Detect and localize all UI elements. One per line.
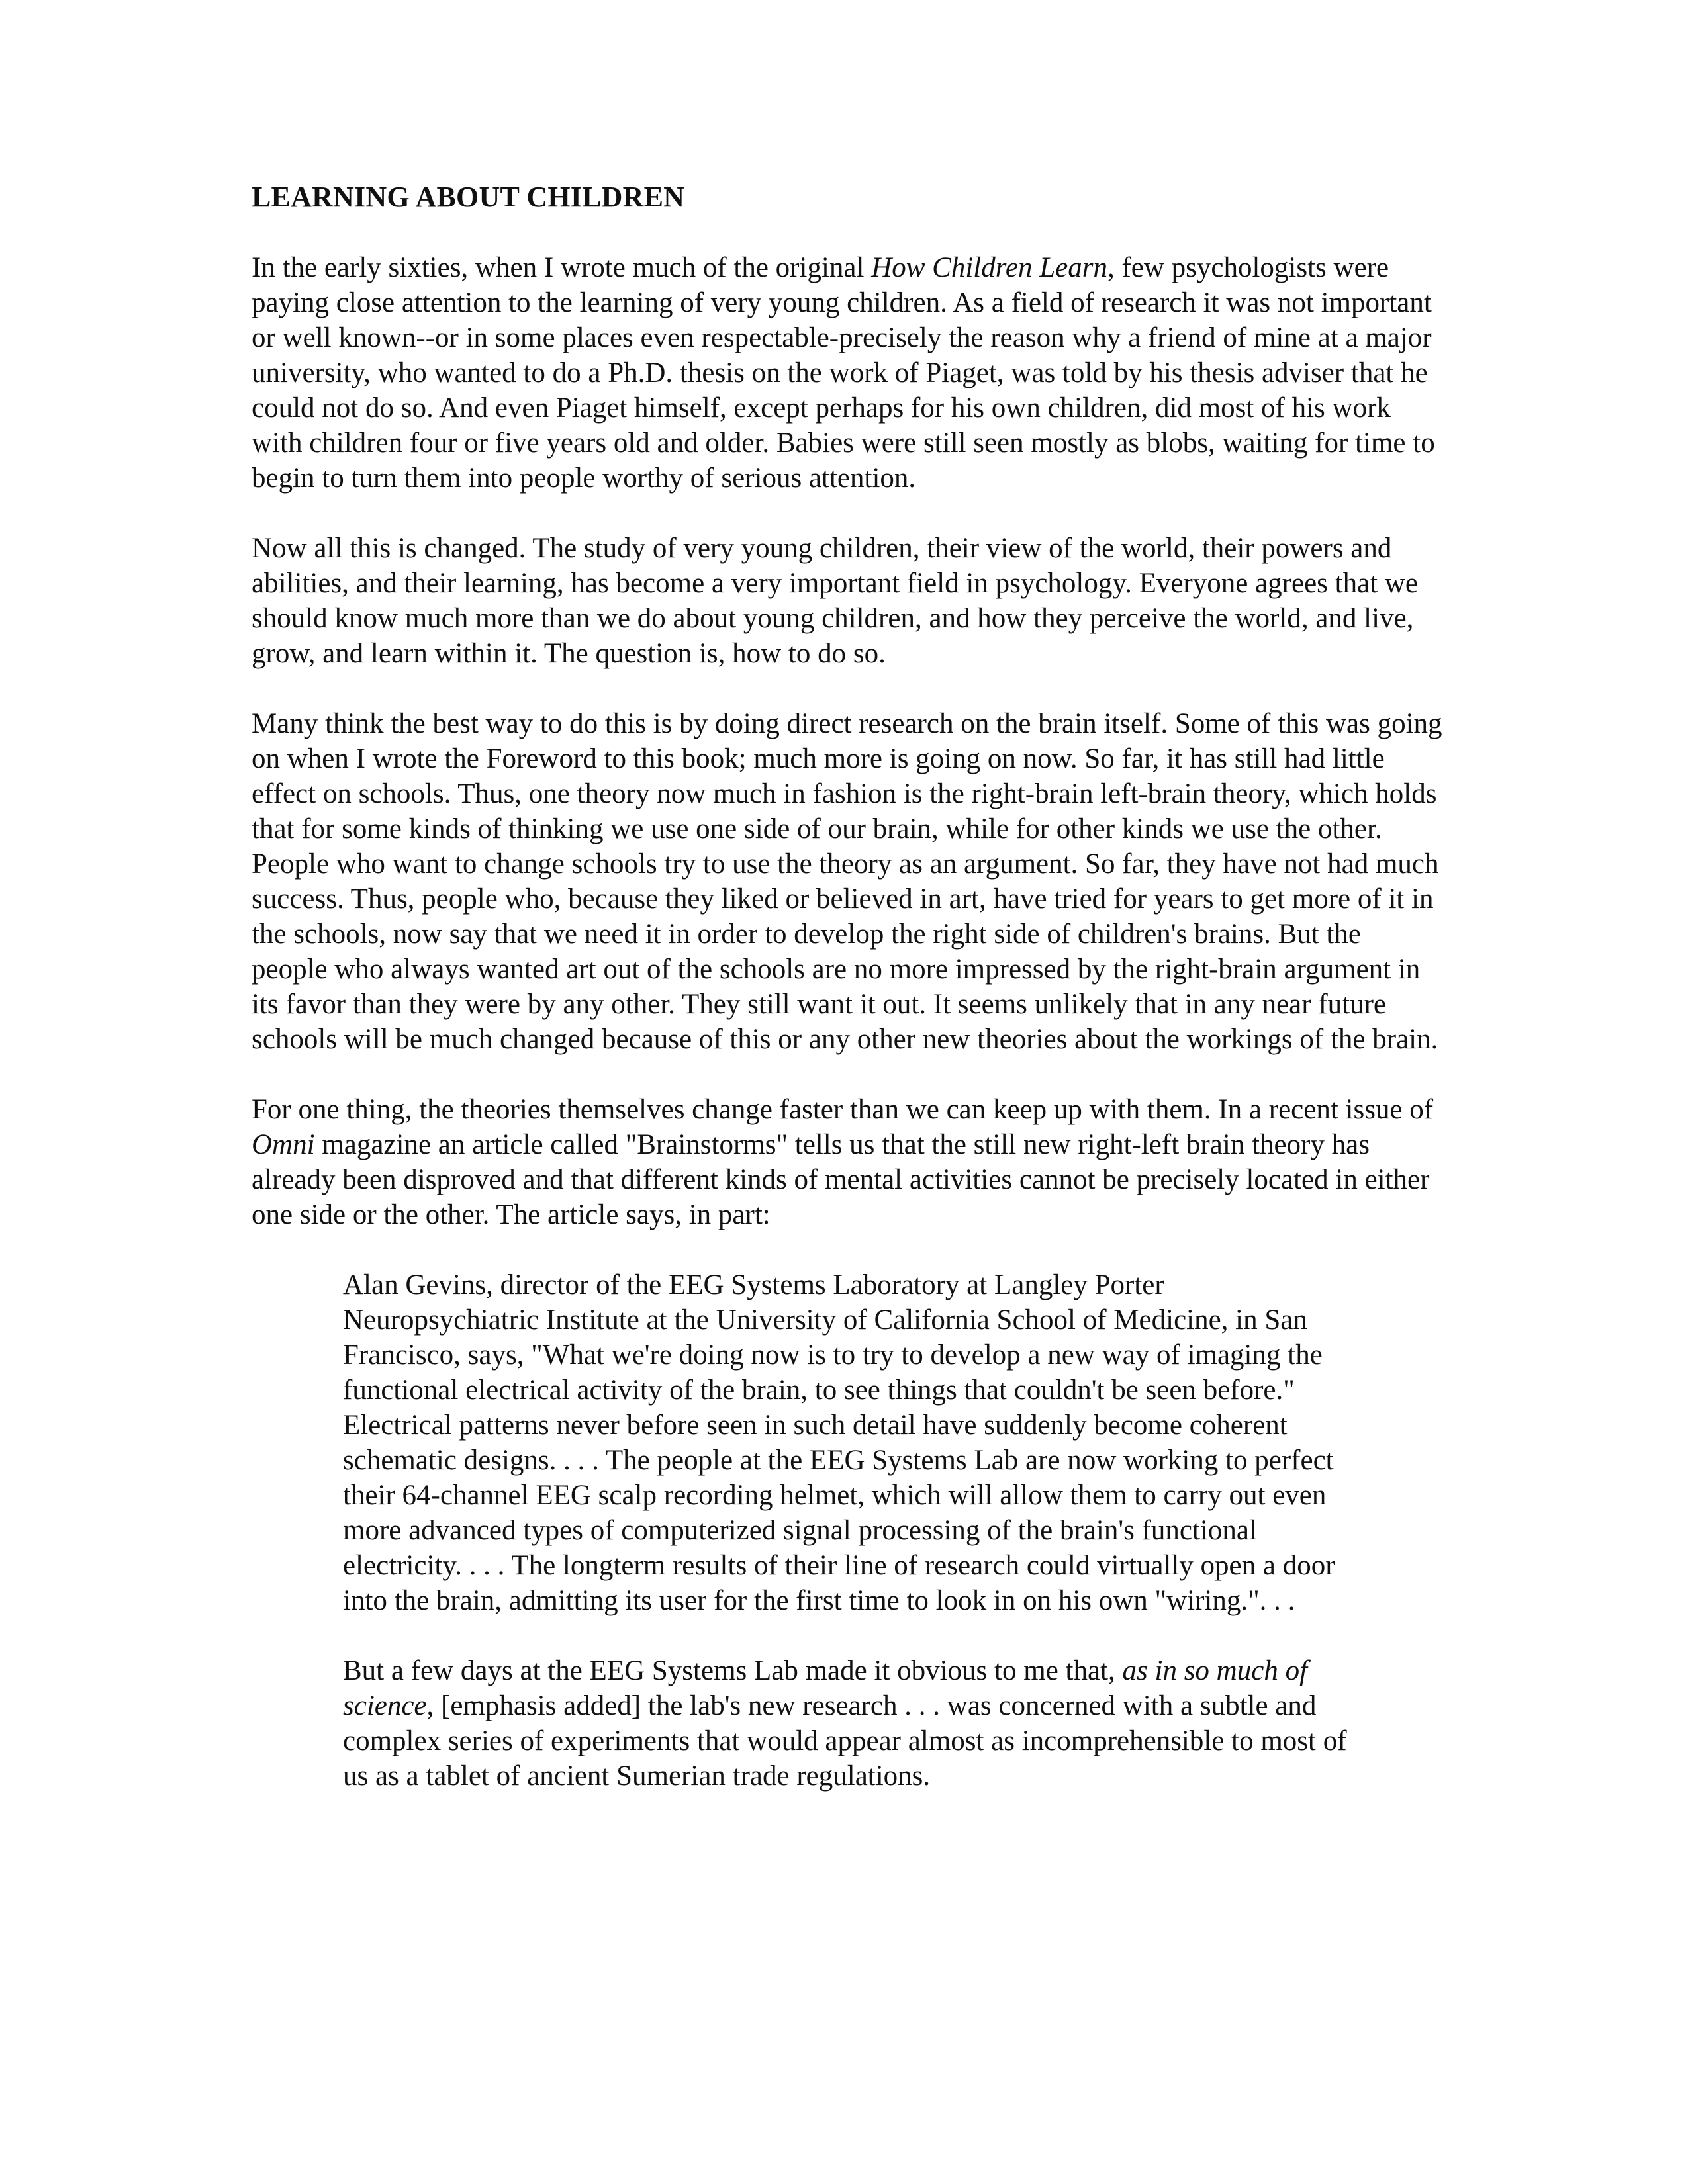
paragraph-1-text-b: , few psychologists were paying close attention to the learning of very young children. As a field of research it was not important or well known--or in some places even respectable-precisely the reason why a friend of mine at a major university, who wanted to do a Ph.D. thesis on the work of Piaget, was told by his thesis adviser that he could not do so. And even Piaget himself, except perhaps for his own children, did most of his work with children four or five years old and older. Babies were still seen mostly as blobs, waiting for time to begin to turn them into people worthy of serious attention.: [252, 252, 1435, 494]
emphasis-italic: as in so much of science: [343, 1655, 1308, 1721]
quote-paragraph-2-text-a: But a few days at the EEG Systems Lab made it obvious to me that,: [343, 1655, 1123, 1686]
document-body: [252, 179, 1443, 1829]
paragraph-1: [252, 250, 1443, 496]
paragraph-4-text-b: magazine an article called "Brainstorms" tells us that the still new right-left brain theory has already been disproved and that different kinds of mental activities cannot be precisely located in either one side or the other. The article says, in part:: [252, 1129, 1430, 1230]
book-title-italic: How Children Learn: [871, 252, 1107, 283]
paragraph-1-text-a: In the early sixties, when I wrote much of the original: [252, 252, 872, 283]
quote-paragraph-2: [343, 1653, 1356, 1794]
block-quote: [343, 1267, 1356, 1794]
magazine-title-italic: Omni: [252, 1129, 315, 1160]
quote-paragraph-2-text-b: , [emphasis added] the lab's new research . . . was concerned with a subtle and complex series of experiments that would appear almost as incomprehensible to most of us as a tablet of ancient Sumerian trade regulations.: [343, 1690, 1347, 1792]
paragraph-3: Many think the best way to do this is by doing direct research on the brain itself. Some of this was going on when I wrote the Foreword to this book; much more is going on now. So far, it has still had little effect on schools. Thus, one theory now much in fashion is the right-brain left-brain theory, which holds that for some kinds of thinking we use one side of our brain, while for other kinds we use the other. People who want to change schools try to use the theory as an argument. So far, they have not had much success. Thus, people who, because they liked or believed in art, have tried for years to get more of it in the schools, now say that we need it in order to develop the right side of children's brains. But the people who always wanted art out of the schools are no more impressed by the right-brain argument in its favor than they were by any other. They still want it out. It seems unlikely that in any near future schools will be much changed because of this or any other new theories about the workings of the brain.: [252, 708, 1442, 1055]
paragraph-2: Now all this is changed. The study of very young children, their view of the world, their powers and abilities, and their learning, has become a very important field in psychology. Everyone agrees that we should know much more than we do about young children, and how they perceive the world, and live, grow, and learn within it. The question is, how to do so.: [252, 533, 1419, 669]
paragraph-4: [252, 1092, 1443, 1232]
page-title: LEARNING ABOUT CHILDREN: [252, 181, 685, 213]
paragraph-4-text-a: For one thing, the theories themselves change faster than we can keep up with them. In a recent issue of: [252, 1094, 1434, 1125]
quote-paragraph-1: Alan Gevins, director of the EEG Systems Laboratory at Langley Porter Neuropsychiatric Institute at the University of California School of Medicine, in San Francisco, says, "What we're doing now is to try to develop a new way of imaging the functional electrical activity of the brain, to see things that couldn't be seen before." Electrical patterns never before seen in such detail have suddenly become coherent schematic designs. . . . The people at the EEG Systems Lab are now working to perfect their 64-channel EEG scalp recording helmet, which will allow them to carry out even more advanced types of computerized signal processing of the brain's functional electricity. . . . The longterm results of their line of research could virtually open a door into the brain, admitting its user for the first time to look in on his own "wiring.". . .: [343, 1269, 1335, 1616]
